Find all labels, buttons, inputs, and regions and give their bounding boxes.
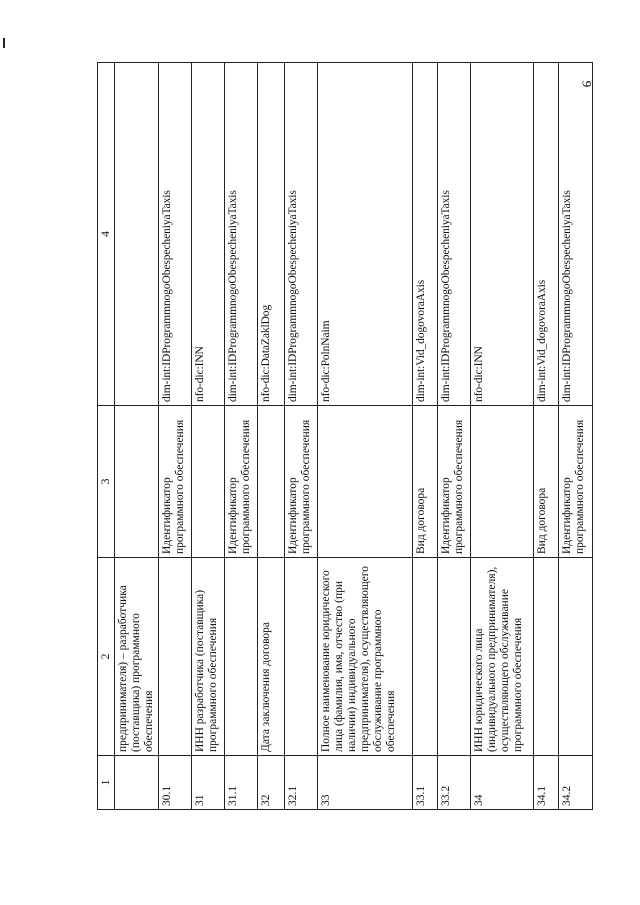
header-row (98, 63, 115, 810)
header-cell-1: 1 (98, 756, 115, 810)
row-number: 30.1 (159, 756, 192, 810)
row-description (192, 406, 225, 558)
page-number: 9 (579, 80, 595, 88)
rotated-content (97, 63, 586, 810)
row-name (438, 558, 471, 756)
row-name (285, 558, 318, 756)
row-number: 34.2 (559, 756, 593, 810)
row-number: 33 (318, 756, 413, 810)
row-number: 31.1 (225, 756, 258, 810)
row-code: nfo-dic:INN (471, 63, 534, 406)
row-number: 33.1 (413, 756, 438, 810)
row-number: 32.1 (285, 756, 318, 810)
row-code: dim-int:IDProgrammnogoObespecheniyaTaxis (285, 63, 318, 406)
table-row (438, 63, 471, 810)
row-description: Вид договора (534, 406, 559, 558)
row-code: dim-int:IDProgrammnogoObespecheniyaTaxis (438, 63, 471, 406)
row-description: Идентификатор программного обеспечения (559, 406, 593, 558)
table-row (258, 63, 285, 810)
row-name (413, 558, 438, 756)
row-name: предпринимателя) – разработчика (поставщика) программного обеспечения (115, 558, 159, 756)
row-number: 31 (192, 756, 225, 810)
row-description (318, 406, 413, 558)
row-number: 34.1 (534, 756, 559, 810)
row-description (471, 406, 534, 558)
table-row (115, 63, 159, 810)
row-number: 33.2 (438, 756, 471, 810)
table-row (318, 63, 413, 810)
table-row (471, 63, 534, 810)
page-edge-mark (3, 38, 5, 48)
row-description (115, 406, 159, 558)
row-description: Идентификатор программного обеспечения (159, 406, 192, 558)
row-name: Полное наименование юридического лица (фамилия, имя, отчество (при наличии) индивидуального предпринимателя), осуществляющего обслуживание программного обеспечения (318, 558, 413, 756)
row-code: nfo-dic:PolnNaim (318, 63, 413, 406)
table-row (285, 63, 318, 810)
header-cell-2: 2 (98, 558, 115, 756)
row-code: dim-int:Vid_dogovoraAxis (413, 63, 438, 406)
row-code: nfo-dic:INN (192, 63, 225, 406)
row-description: Идентификатор программного обеспечения (438, 406, 471, 558)
row-code (115, 63, 159, 406)
row-description: Идентификатор программного обеспечения (285, 406, 318, 558)
row-name: ИНН юридического лица (индивидуального предпринимателя), осуществляющего обслуживание программного обеспечения (471, 558, 534, 756)
table-row (413, 63, 438, 810)
row-name: Дата заключения договора (258, 558, 285, 756)
row-number: 32 (258, 756, 285, 810)
row-description (258, 406, 285, 558)
row-name (159, 558, 192, 756)
row-name (534, 558, 559, 756)
row-description: Идентификатор программного обеспечения (225, 406, 258, 558)
row-name (225, 558, 258, 756)
header-cell-3: 3 (98, 406, 115, 558)
table-row (159, 63, 192, 810)
row-code: dim-int:IDProgrammnogoObespecheniyaTaxis (159, 63, 192, 406)
data-table (97, 62, 593, 810)
row-code: dim-int:Vid_dogovoraAxis (534, 63, 559, 406)
row-code: dim-int:IDProgrammnogoObespecheniyaTaxis (225, 63, 258, 406)
rotated-page (97, 63, 586, 810)
row-description: Вид договора (413, 406, 438, 558)
row-code: dim-int:IDProgrammnogoObespecheniyaTaxis (559, 63, 593, 406)
row-name (559, 558, 593, 756)
row-number (115, 756, 159, 810)
row-name: ИНН разработчика (поставщика) программного обеспечения (192, 558, 225, 756)
table-row (559, 63, 593, 810)
table-row (225, 63, 258, 810)
row-number: 34 (471, 756, 534, 810)
header-cell-4: 4 (98, 63, 115, 406)
table-row (534, 63, 559, 810)
row-code: nfo-dic:DataZaklDog (258, 63, 285, 406)
table-row (192, 63, 225, 810)
